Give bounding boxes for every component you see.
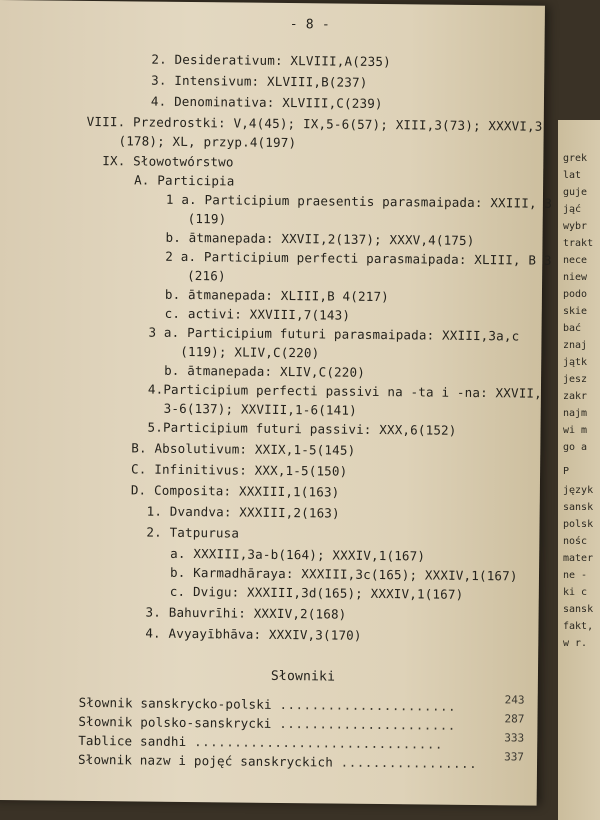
toc-line: A. Participia xyxy=(134,172,235,189)
leader-dots: ................. xyxy=(340,754,478,772)
toc-line: (119) xyxy=(187,210,227,227)
toc-line: 2 a. Participium perfecti parasmaipada: XLIII, B 3 xyxy=(165,248,552,268)
adjacent-text: P xyxy=(563,466,570,477)
adjacent-text: sansk xyxy=(563,502,594,513)
toc-line: 1 a. Participium praesentis parasmaipada: XXIII, 3 xyxy=(165,191,553,211)
adjacent-text: zakr xyxy=(563,391,588,402)
toc-line: 2. Tatpurusa xyxy=(146,524,240,541)
toc-line: 1. Dvandva: XXXIII,2(163) xyxy=(146,503,340,521)
dictionary-title: Słownik nazw i pojęć sanskryckich xyxy=(77,751,334,770)
adjacent-text: nece xyxy=(563,255,588,266)
toc-line: D. Composita: XXXIII,1(163) xyxy=(130,482,340,500)
dictionary-entry xyxy=(78,733,443,752)
toc-line: 4. Denominativa: XLVIII,C(239) xyxy=(150,93,383,112)
adjacent-text: wi m xyxy=(563,425,588,436)
adjacent-text: mater xyxy=(563,553,594,564)
dictionary-page-number: 243 xyxy=(504,693,525,707)
toc-line: a. XXXIII,3a-b(164); XXXIV,1(167) xyxy=(170,545,426,564)
toc-line: IX. Słowotwórstwo xyxy=(102,153,234,170)
adjacent-text: niew xyxy=(563,272,588,283)
adjacent-text: ki c xyxy=(563,587,588,598)
toc-line: B. Absolutivum: XXIX,1-5(145) xyxy=(131,440,356,458)
dictionary-title: Tablice sandhi xyxy=(78,732,187,749)
toc-line: 4.Participium perfecti passivi na -ta i -na: XXVII, xyxy=(147,381,543,401)
toc-line: c. activi: XXVIII,7(143) xyxy=(164,305,351,323)
adjacent-text: jąć xyxy=(563,204,582,215)
toc-line: 3 a. Participium futuri parasmaipada: XXIII,3a,c xyxy=(148,324,520,344)
toc-line: (119); XLIV,C(220) xyxy=(180,343,320,361)
adjacent-text: go a xyxy=(563,442,588,453)
toc-line: b. ātmanepada: XLIV,C(220) xyxy=(164,362,366,380)
adjacent-text: najm xyxy=(563,408,588,419)
adjacent-text: trakt xyxy=(563,238,594,249)
adjacent-text: jątk xyxy=(563,357,588,368)
dictionary-page-number: 337 xyxy=(504,750,525,764)
adjacent-text: lat xyxy=(563,170,582,181)
adjacent-text: sansk xyxy=(563,604,594,615)
dictionary-page-number: 287 xyxy=(504,712,525,726)
toc-line: b. ātmanepada: XXVII,2(137); XXXV,4(175) xyxy=(165,229,475,248)
dictionary-entry xyxy=(78,714,456,733)
page-number: - 8 - xyxy=(289,17,330,33)
adjacent-text: ne - xyxy=(563,570,588,581)
adjacent-text: polsk xyxy=(563,519,594,530)
adjacent-text: bać xyxy=(563,323,582,334)
dictionary-entry xyxy=(79,695,457,714)
dictionary-page-number: 333 xyxy=(504,731,525,745)
toc-line: 3. Intensivum: XLVIII,B(237) xyxy=(151,72,368,90)
adjacent-text: guje xyxy=(563,187,588,198)
toc-line: b. ātmanepada: XLIII,B 4(217) xyxy=(164,286,390,305)
adjacent-text: znaj xyxy=(563,340,588,351)
leader-dots: ...................... xyxy=(279,696,457,714)
dictionaries-heading: Słowniki xyxy=(270,668,336,685)
dictionary-entry xyxy=(78,752,477,771)
adjacent-text: w r. xyxy=(563,638,588,649)
adjacent-text: podo xyxy=(563,289,588,300)
toc-line: c. Dvigu: XXXIII,3d(165); XXXIV,1(167) xyxy=(169,583,464,602)
toc-line: C. Infinitivus: XXX,1-5(150) xyxy=(131,461,348,479)
adjacent-text: język xyxy=(563,485,594,496)
adjacent-text: skie xyxy=(563,306,588,317)
adjacent-page xyxy=(558,120,600,820)
toc-line: b. Karmadhāraya: XXXIII,3c(165); XXXIV,1(167) xyxy=(169,564,518,584)
toc-line: (178); XL, przyp.4(197) xyxy=(118,133,297,151)
adjacent-text: grek xyxy=(563,153,588,164)
toc-line: 3-6(137); XXVIII,1-6(141) xyxy=(163,400,357,418)
leader-dots: ............................... xyxy=(194,734,444,752)
toc-line: 2. Desiderativum: XLVIII,A(235) xyxy=(151,51,391,70)
toc-line: VIII. Przedrostki: V,4(45); IX,5-6(57); XIII,3(73); XXXVI,3 xyxy=(86,113,543,134)
dictionary-title: Słownik polsko-sanskrycki xyxy=(78,713,272,731)
adjacent-text: wybr xyxy=(563,221,588,232)
toc-line: 4. Avyayībhāva: XXXIV,3(170) xyxy=(145,625,362,643)
adjacent-text: nośc xyxy=(563,536,588,547)
toc-line: (216) xyxy=(187,267,226,284)
leader-dots: ...................... xyxy=(279,715,456,733)
adjacent-text: jesz xyxy=(563,374,588,385)
toc-line: 5.Participium futuri passivi: XXX,6(152) xyxy=(147,419,457,438)
dictionary-title: Słownik sanskrycko-polski xyxy=(78,694,272,712)
adjacent-text: fakt, xyxy=(563,621,594,632)
toc-line: 3. Bahuvrīhi: XXXIV,2(168) xyxy=(145,604,347,622)
